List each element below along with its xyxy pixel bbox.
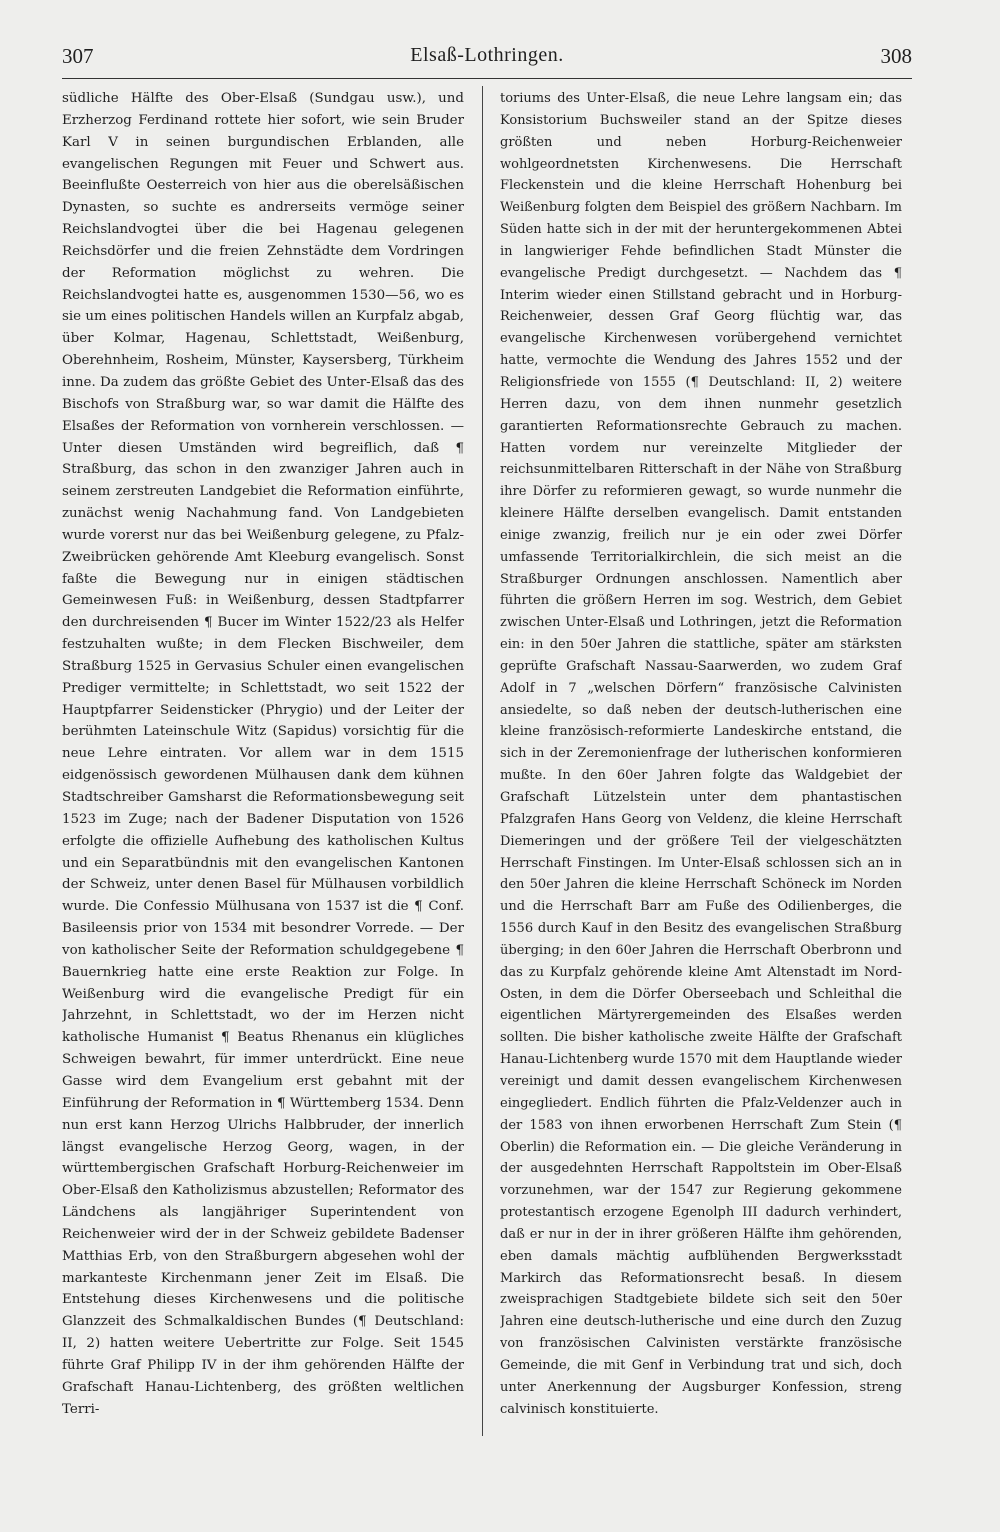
column-divider [482, 86, 483, 1436]
left-column-text: südliche Hälfte des Ober-Elsaß (Sundgau usw.), und Erzherzog Ferdinand rottete hier sofort, wie sein Bruder Karl V in seinen burgundischen Erblanden, alle evangelischen Regungen mit Feuer und Schwert aus. Beeinflußte Oesterreich von hier aus die oberelsäßischen Dynasten, so suchte es andrerseits vermöge seiner Reichslandvogtei über die bei Hagenau gelegenen Reichsdörfer und die freien Zehnstädte dem Vordringen der Reformation möglichst zu wehren. Die Reichslandvogtei hatte es, ausgenommen 1530—56, wo es sie um eines politischen Handels willen an Kurpfalz abgab, über Kolmar, Hagenau, Schlettstadt, Weißenburg, Oberehnheim, Rosheim, Münster, Kaysersberg, Türkheim inne. Da zudem das größte Gebiet des Unter-Elsaß das des Bischofs von Straßburg war, so war damit die Hälfte des Elsaßes der Reformation von vornherein verschlossen. — Unter diesen Umständen wird begreiflich, daß ¶ Straßburg, das schon in den zwanziger Jahren auch in seinem zerstreuten Landgebiet die Reformation einführte, zunächst wenig Nachahmung fand. Von Landgebieten wurde vorerst nur das bei Weißenburg gelegene, zu Pfalz-Zweibrücken gehörende Amt Kleeburg evangelisch. Sonst faßte die Bewegung nur in einigen städtischen Gemeinwesen Fuß: in Weißenburg, dessen Stadtpfarrer den durchreisenden ¶ Bucer im Winter 1522/23 als Helfer festzuhalten wußte; in dem Flecken Bischweiler, dem Straßburg 1525 in Gervasius Schuler einen evangelischen Prediger vermittelte; in Schlettstadt, wo seit 1522 der Hauptpfarrer Seidensticker (Phrygio) und der Leiter der berühmten Lateinschule Witz (Sapidus) vorsichtig für die neue Lehre eintraten. Vor allem war in dem 1515 eidgenössisch gewordenen Mülhausen dank dem kühnen Stadtschreiber Gamsharst die Reformationsbewegung seit 1523 im Zuge; nach der Badener Disputation von 1526 erfolgte die offizielle Aufhebung des katholischen Kultus und ein Separatbündnis mit den evangelischen Kantonen der Schweiz, unter denen Basel für Mülhausen vorbildlich wurde. Die Confessio Mülhusana von 1537 ist die ¶ Conf. Basileensis prior von 1534 mit besondrer Vorrede. — Der von katholischer Seite der Reformation schuldgegebene ¶ Bauernkrieg hatte eine erste Reaktion zur Folge. In Weißenburg wird die evangelische Predigt für ein Jahrzehnt, in Schlettstadt, wo der im Herzen nicht katholische Humanist ¶ Beatus Rhenanus ein klügliches Schweigen bewahrt, für immer unterdrückt. Eine neue Gasse wird dem Evangelium erst gebahnt mit der Einführung der Reformation in ¶ Württemberg 1534. Denn nun erst kann Herzog Ulrichs Halbbruder, der innerlich längst evangelische Herzog Georg, wagen, in der württembergischen Grafschaft Horburg-Reichenweier im Ober-Elsaß den Katholizismus abzustellen; Reformator des Ländchens als langjähriger Superintendent von Reichenweier wird der in der Schweiz gebildete Badenser Matthias Erb, von den Straßburgern abgesehen wohl der markanteste Kirchenmann jener Zeit im Elsaß. Die Entstehung dieses Kirchenwesens und die politische Glanzzeit des Schmalkaldischen Bundes (¶ Deutschland: II, 2) hatten weitere Uebertritte zur Folge. Seit 1545 führte Graf Philipp IV in der ihm gehörenden Hälfte der Grafschaft Hanau-Lichtenberg, des größten weltlichen Terri- [62, 91, 464, 1417]
header-rule [62, 78, 912, 79]
right-column-text: toriums des Unter-Elsaß, die neue Lehre langsam ein; das Konsistorium Buchsweiler stand an der Spitze dieses größten und neben Horburg-Reichenweier wohlgeordnetsten Kirchenwesens. Die Herrschaft Fleckenstein und die kleine Herrschaft Hohenburg bei Weißenburg folgten dem Beispiel des größern Nachbarn. Im Süden hatte sich in der mit der heruntergekommenen Abtei in langwieriger Fehde befindlichen Stadt Münster die evangelische Predigt durchgesetzt. — Nachdem das ¶ Interim wieder einen Stillstand gebracht und in Horburg-Reichenweier, dessen Graf Georg flüchtig war, das evangelische Kirchenwesen vorübergehend vernichtet hatte, vermochte die Wendung des Jahres 1552 und der Religionsfriede von 1555 (¶ Deutschland: II, 2) weitere Herren dazu, von dem ihnen nunmehr gesetzlich garantierten Reformationsrechte Gebrauch zu machen. Hatten vordem nur vereinzelte Mitglieder der reichsunmittelbaren Ritterschaft in der Nähe von Straßburg ihre Dörfer zu reformieren gewagt, so wurde nunmehr die kleinere Hälfte derselben evangelisch. Damit entstanden einige zwanzig, freilich nur je ein oder zwei Dörfer umfassende Territorialkirchlein, die sich meist an die Straßburger Ordnungen anschlossen. Namentlich aber führten die größern Herren im sog. Westrich, dem Gebiet zwischen Unter-Elsaß und Lothringen, jetzt die Reformation ein: in den 50er Jahren die stattliche, später am stärksten geprüfte Grafschaft Nassau-Saarwerden, wo zudem Graf Adolf in 7 „welschen Dörfern“ französische Calvinisten ansiedelte, so daß neben der deutsch-lutherischen eine kleine französisch-reformierte Landeskirche entstand, die sich in der Zeremonienfrage der lutherischen konformieren mußte. In den 60er Jahren folgte das Waldgebiet der Grafschaft Lützelstein unter dem phantastischen Pfalzgrafen Hans Georg von Veldenz, die kleine Herrschaft Diemeringen und der größere Teil der vielgeschätzten Herrschaft Finstingen. Im Unter-Elsaß schlossen sich an in den 50er Jahren die kleine Herrschaft Schöneck im Norden und die Herrschaft Barr am Fuße des Odilienberges, die 1556 durch Kauf in den Besitz des evangelischen Straßburg überging; in den 60er Jahren die Herrschaft Oberbronn und das zu Kurpfalz gehörende kleine Amt Altenstadt im Nord-Osten, in dem die Dörfer Oberseebach und Schleithal die eigentlichen Märtyrergemeinden des Elsaßes werden sollten. Die bisher katholische zweite Hälfte der Grafschaft Hanau-Lichtenberg wurde 1570 mit dem Hauptlande wieder vereinigt und damit dessen evangelischem Kirchenwesen eingegliedert. Endlich führten die Pfalz-Veldenzer auch in der 1583 von ihnen erworbenen Herrschaft Zum Stein (¶ Oberlin) die Reformation ein. — Die gleiche Veränderung in der ausgedehnten Herrschaft Rappoltstein im Ober-Elsaß vorzunehmen, war der 1547 zur Regierung gekommene protestantisch erzogene Egenolph III dadurch verhindert, daß er nur in der in ihrer größeren Hälfte ihm gehörenden, eben damals mächtig aufblühenden Bergwerksstadt Markirch das Reformationsrecht besaß. In diesem zweisprachigen Stadtgebiete bildete sich seit den 50er Jahren eine deutsch-lutherische und eine durch den Zuzug von französischen Calvinisten verstärkte französische Gemeinde, die mit Genf in Verbindung trat und sich, doch unter Anerkennung der Augsburger Konfession, streng calvinisch konstituierte. [500, 91, 902, 1417]
page-header [62, 44, 912, 74]
page-number-right: 308 [880, 44, 912, 68]
page-number-left: 307 [62, 44, 94, 68]
left-column [62, 88, 464, 1438]
right-column [500, 88, 902, 1438]
running-title: Elsaß-Lothringen. [410, 44, 564, 66]
